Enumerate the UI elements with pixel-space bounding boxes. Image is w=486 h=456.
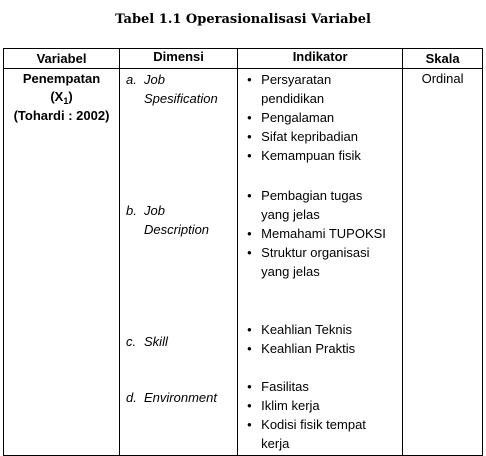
dimension-letter: b.	[126, 203, 137, 218]
indicator-item: • Keahlian Teknis	[247, 320, 392, 339]
variable-name: Penempatan	[22, 71, 101, 86]
indicator-cell	[238, 69, 403, 456]
table-title: Tabel 1.1 Operasionalisasi Variabel	[115, 12, 371, 27]
header-variabel: Variabel	[4, 49, 120, 69]
indicator-item: • Pengalaman	[247, 108, 392, 127]
indicator-item: • Kemampuan fisik	[247, 146, 392, 165]
indicator-item: • Fasilitas	[247, 377, 392, 396]
indicator-item: • Sifat kepribadian	[247, 127, 392, 146]
indicator-item: • Pembagian tugas yang jelas	[247, 186, 392, 224]
dimension-job-description	[126, 201, 209, 239]
dimension-label: Skill	[144, 334, 168, 349]
dimension-environment	[126, 388, 217, 407]
indicator-group-skill	[247, 320, 392, 358]
indicator-item: • Iklim kerja	[247, 396, 392, 415]
variable-subscript: 1	[63, 96, 69, 106]
header-indikator: Indikator	[238, 49, 403, 69]
indicator-lists	[238, 69, 402, 455]
indicator-item: • Persyaratan pendidikan	[247, 70, 392, 108]
dimension-letter: a.	[126, 72, 137, 87]
dimension-label: Environment	[144, 390, 217, 405]
scale-cell: Ordinal	[403, 69, 483, 456]
dimension-label: Job	[144, 203, 165, 218]
dimension-job-spesification	[126, 70, 218, 108]
dimension-cell	[120, 69, 238, 456]
indicator-group-job-description	[247, 186, 392, 281]
variable-cell	[4, 69, 120, 456]
dimension-skill	[126, 332, 168, 351]
dimension-letter: d.	[126, 390, 137, 405]
dimension-label: Description	[144, 222, 210, 237]
header-dimensi: Dimensi	[120, 49, 238, 69]
header-skala: Skala	[403, 49, 483, 69]
indicator-group-environment	[247, 377, 392, 453]
table-row	[4, 69, 483, 456]
indicator-item: • Memahami TUPOKSI	[247, 224, 392, 243]
indicator-group-job-spesification	[247, 70, 392, 165]
indicator-item: • Keahlian Praktis	[247, 339, 392, 358]
dimension-letter: c.	[126, 334, 137, 349]
indicator-item: • Struktur organisasi yang jelas	[247, 243, 392, 281]
dimension-list	[120, 69, 237, 455]
header-row	[4, 49, 483, 69]
variable-symbol: $(X_1)$	[50, 89, 73, 106]
dimension-label: Job	[144, 72, 165, 87]
variable-source: (Tohardi : 2002)	[13, 108, 110, 123]
operationalization-table	[3, 48, 483, 456]
indicator-item: • Kodisi fisik tempat kerja	[247, 415, 392, 453]
variable-symbol-letter: X	[54, 89, 64, 104]
dimension-label: Spesification	[144, 91, 218, 106]
